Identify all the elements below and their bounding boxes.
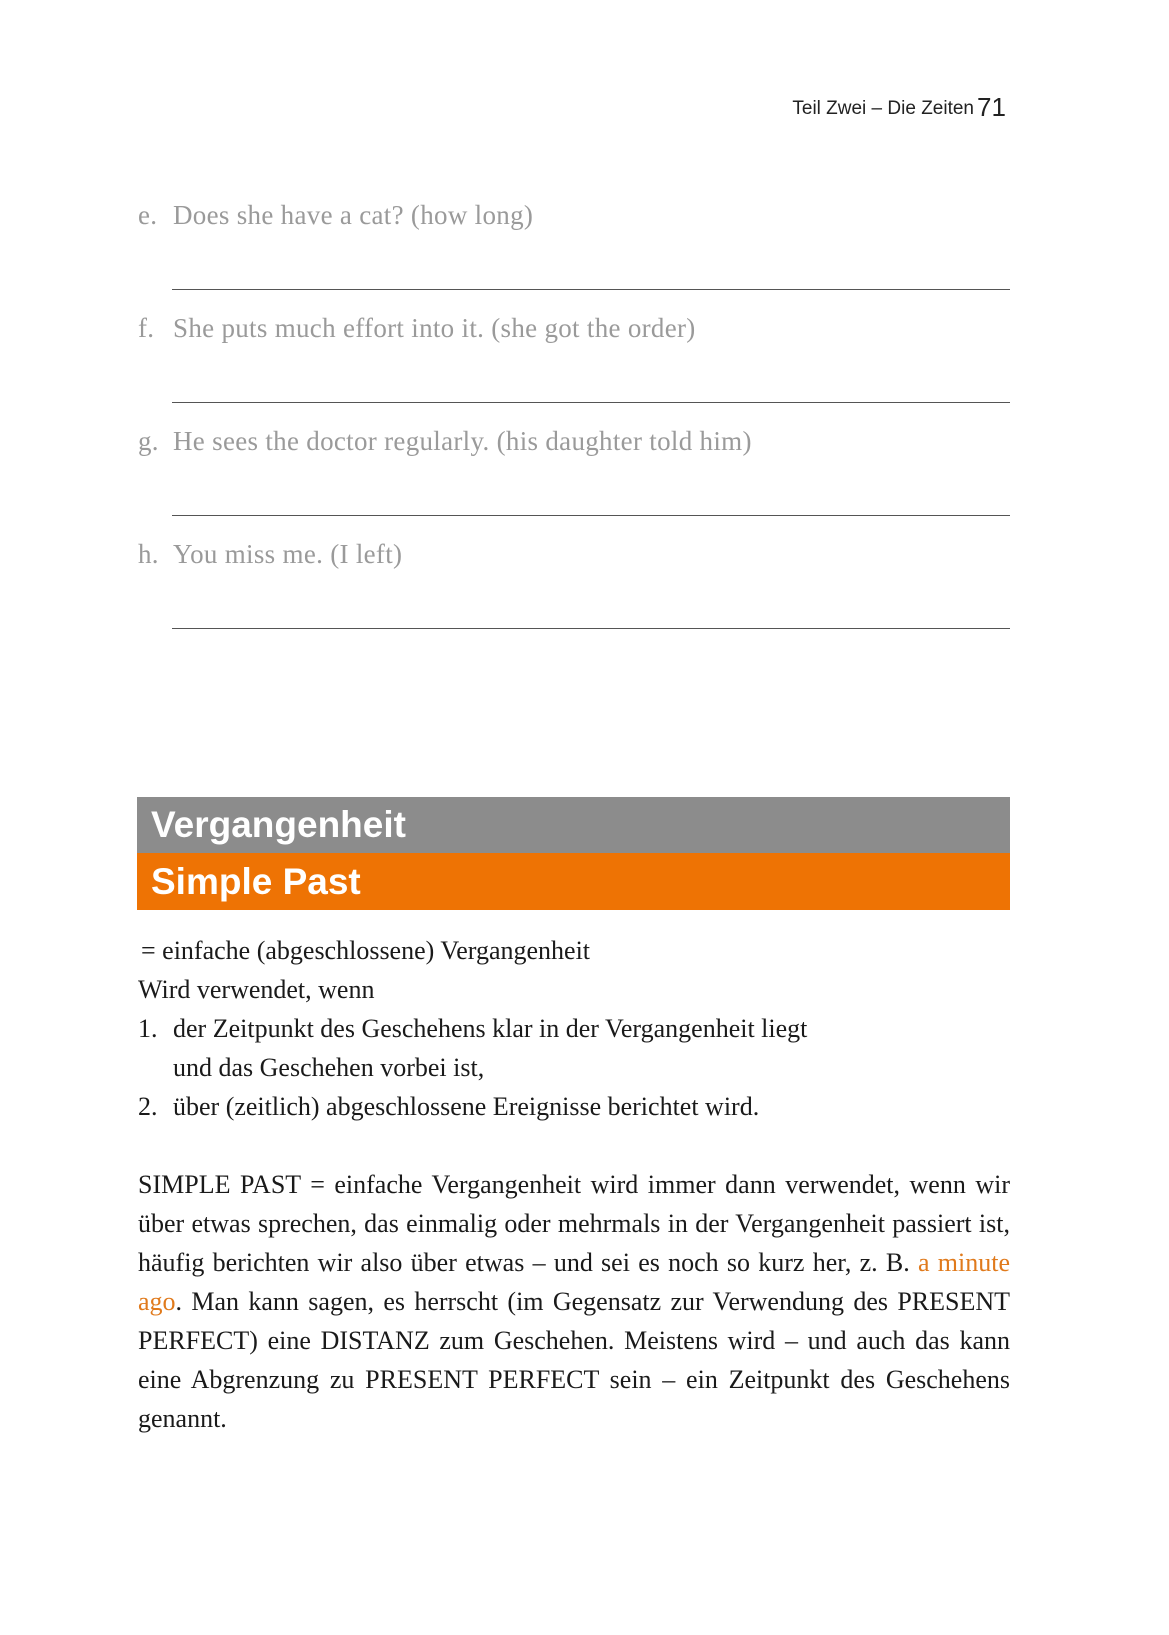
answer-line [172,289,1010,290]
list-text: der Zeitpunkt des Geschehens klar in der Vergangenheit liegt [173,1014,808,1043]
exercise-text: She puts much effort into it. (she got the order) [173,313,696,343]
answer-line [172,628,1010,629]
exercise-text: You miss me. (I left) [173,539,403,569]
list-item-2 [138,1087,1010,1126]
running-head: Teil Zwei – Die Zeiten [792,98,974,119]
list-text: über (zeitlich) abgeschlossene Ereignisse berichtet wird. [173,1092,760,1121]
exercise-letter: e. [138,200,158,230]
answer-line [172,515,1010,516]
exercise-g [138,426,1010,457]
exercise-letter: f. [138,313,155,343]
list-item-1 [138,1009,1010,1048]
list-number: 2. [138,1092,158,1121]
definition-intro: Wird verwendet, wenn [138,975,375,1004]
list-number: 1. [138,1014,158,1043]
exercise-letter: g. [138,426,159,456]
explanation-paragraph [138,1165,1010,1438]
paragraph-text: SIMPLE PAST = einfache Vergangenheit wird immer dann verwendet, wenn wir über etwas sprechen, das einmalig oder mehrmals in der Vergangenheit passiert ist, häufig berichten wir also über etwas – und sei es noch so kurz her, z. B. [138,1170,1010,1277]
paragraph-text-continued: . Man kann sagen, es herrscht (im Gegensatz zur Verwendung des PRESENT PERFECT) eine DISTANZ zum Geschehen. Meistens wird – und auch das kann eine Abgrenzung zu PRESENT PERFECT sein – ein Zeitpunkt des Geschehens genannt. [138,1287,1010,1433]
section-heading-grey: Vergangenheit [137,797,1010,853]
exercise-letter: h. [138,539,159,569]
highlighted-example: a minute ago [138,1248,1010,1316]
definition-line: = einfache (abgeschlossene) Vergangenheit [141,936,591,965]
answer-line [172,402,1010,403]
exercise-e [138,200,1010,231]
page-number: 71 [977,92,1006,122]
section-heading-orange: Simple Past [137,853,1010,910]
exercise-h [138,539,1010,570]
exercise-f [138,313,1010,344]
exercise-text: Does she have a cat? (how long) [173,200,534,230]
exercise-text: He sees the doctor regularly. (his daughter told him) [173,426,752,456]
list-item-1-continued: und das Geschehen vorbei ist, [173,1053,485,1082]
